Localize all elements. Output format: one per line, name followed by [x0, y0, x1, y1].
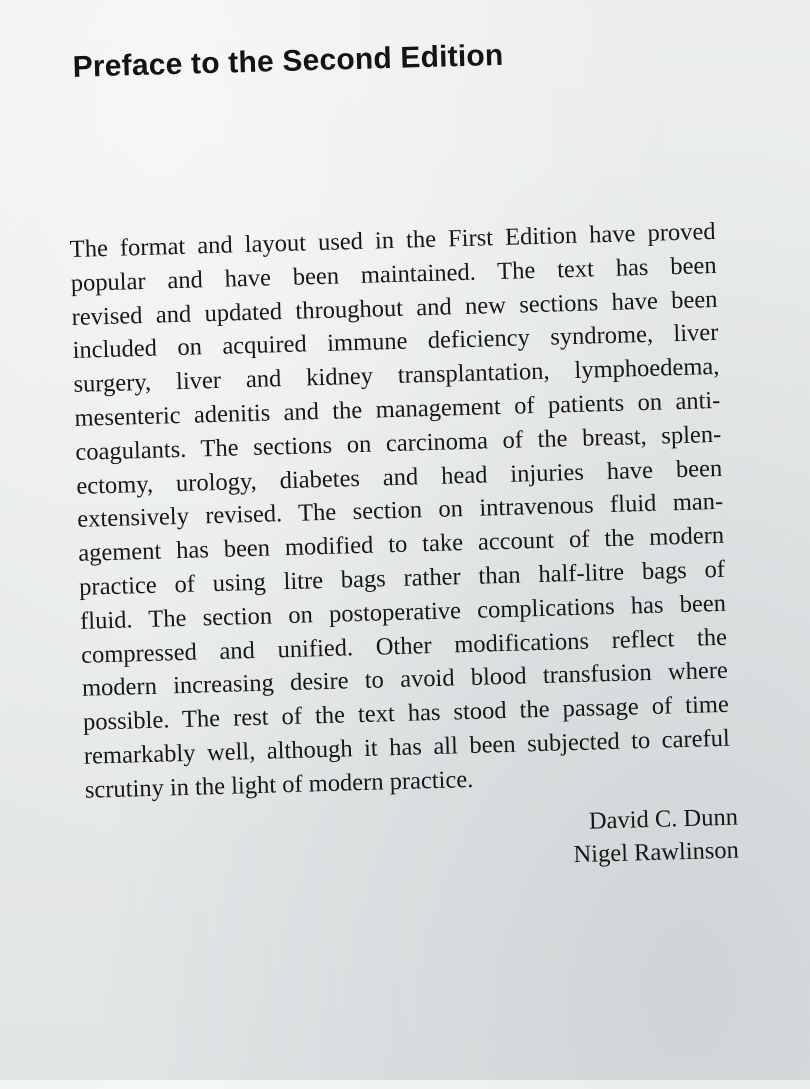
page-title: Preface to the Second Edition [72, 38, 504, 84]
paragraph-line: surgery, liver and kidney transplantation, lymphoedema, [73, 353, 720, 399]
paragraph-line: popular and have been maintained. The text has been [70, 251, 717, 297]
paragraph-line: included on acquired immune deficiency syndrome, liver [72, 319, 719, 365]
paragraph-line: coagulants. The sections on carcinoma of the breast, splen- [75, 420, 722, 466]
paragraph-line: revised and updated throughout and new sections have been [71, 285, 718, 331]
preface-paragraph [69, 215, 731, 807]
paragraph-line: scrutiny in the light of modern practice. [84, 765, 474, 804]
paragraph-line: The format and layout used in the First Edition have proved [69, 217, 716, 263]
author-signature-block [538, 801, 740, 873]
paragraph-line: practice of using litre bags rather than half-litre bags of [78, 555, 726, 601]
paragraph-line: remarkably well, although it has all been subjected to careful [83, 724, 731, 770]
paragraph-line: mesenteric adenitis and the management of patients on anti- [74, 386, 721, 432]
paragraph-line: compressed and unified. Other modifications reflect the [80, 623, 728, 669]
paragraph-line: possible. The rest of the text has stood the passage of time [82, 690, 730, 736]
paragraph-line: agement has been modified to take account of the modern [77, 522, 725, 568]
paragraph-line: modern increasing desire to avoid blood transfusion where [81, 657, 729, 703]
author-name: David C. Dunn [588, 803, 739, 835]
paragraph-line: fluid. The section on postoperative complications has been [79, 589, 727, 635]
paragraph-line: extensively revised. The section on intravenous fluid man- [76, 488, 724, 534]
author-name: Nigel Rawlinson [573, 836, 740, 869]
paragraph-line: ectomy, urology, diabetes and head injuries have been [76, 454, 723, 500]
